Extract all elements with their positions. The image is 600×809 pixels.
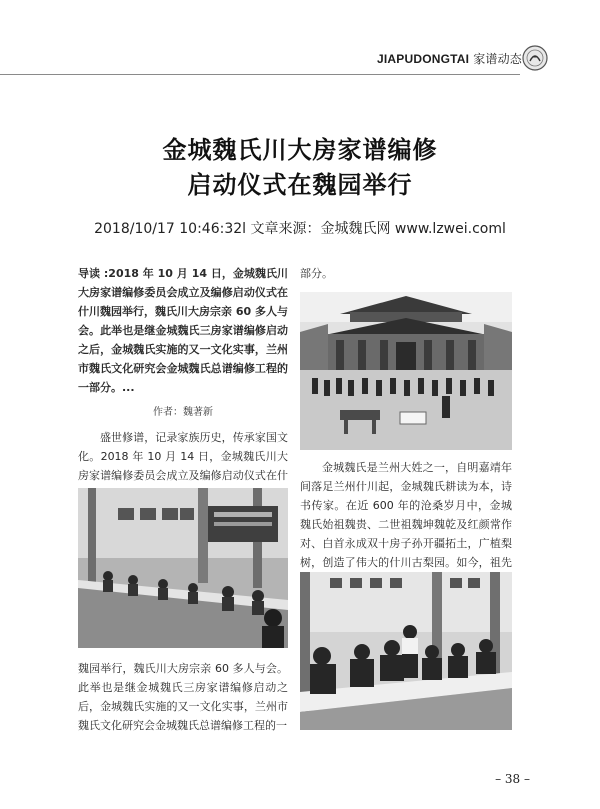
body-paragraph-1: 盛世修谱，记录家族历史，传承家国文化。2018 年 10 月 14 日，金城魏氏川大房家谱编修委员会成立及编修启动仪式在什 xyxy=(78,431,288,482)
article-meta: 2018/10/17 10:46:32l 文章来源：金城魏氏网 www.lzwei.coml xyxy=(94,221,506,237)
lead-paragraph: 导读 :2018 年 10 月 14 日，金城魏氏川大房家谱编修委员会成立及编修启动仪式在什川魏园举行，魏氏川大房宗亲 60 多人与会。此举也是继金城魏氏三房家谱编修启动之后，金城魏氏实施的又一文化实事，兰州市魏氏文化研究会金城魏氏总谱编修工程的一部分。... xyxy=(78,267,288,394)
running-header xyxy=(0,40,600,78)
ancestral-hall-photo xyxy=(300,292,512,450)
body-paragraph-1-end: 部分。 xyxy=(300,267,333,280)
body-paragraph-2: 金城魏氏是兰州大姓之一，自明嘉靖年间落足兰州什川起，金城魏氏耕读为本，诗书传家。在近 600 年的沧桑岁月中，金城魏氏始祖魏贵、二世祖魏坤魏乾及红颜常作对、白首永成双十房子孙开疆拓土，广植梨树，创造了伟大的什川古梨园。如今，祖先 xyxy=(300,461,512,569)
section-label-latin: JIAPUDONGTAI xyxy=(377,52,470,66)
body-paragraph-1-cont: 魏园举行，魏氏川大房宗亲 60 多人与会。此举也是继金城魏氏三房家谱编修启动之后，金城魏氏实施的又一文化实事，兰州市魏氏文化研究会金城魏氏总谱编修工程的一 xyxy=(78,662,288,732)
family-emblem-icon xyxy=(522,45,548,71)
meeting-hall-photo xyxy=(78,488,288,648)
section-label xyxy=(377,50,522,67)
article-title-line-2: 启动仪式在魏园举行 xyxy=(187,170,413,199)
header-rule xyxy=(0,74,520,75)
section-label-cn: 家谱动态 xyxy=(473,52,522,66)
article-title-line-1: 金城魏氏川大房家谱编修 xyxy=(162,135,438,164)
author-line: 作者：魏著新 xyxy=(153,407,213,418)
page-number: – 38 – xyxy=(495,772,530,786)
meeting-attendees-photo xyxy=(300,572,512,730)
